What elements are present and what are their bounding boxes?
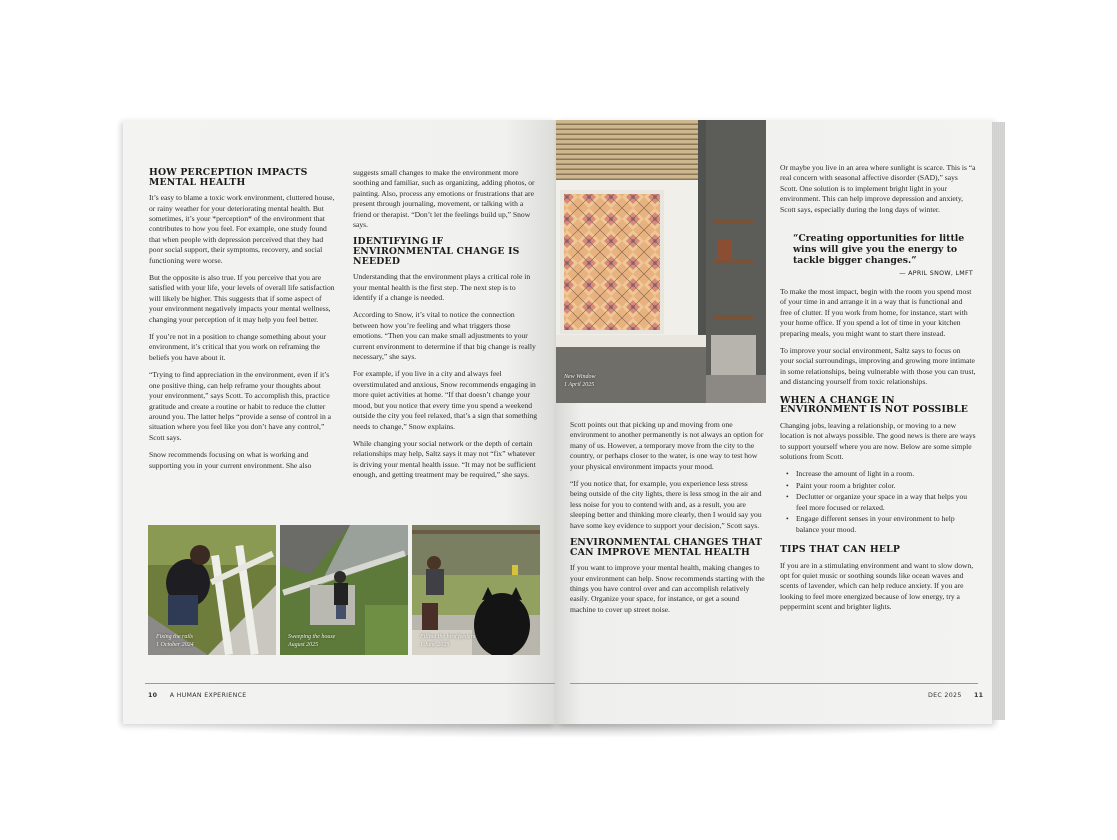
photo-fixing-rails	[148, 525, 276, 655]
paragraph: If you want to improve your mental health, making changes to your environment can help. Snow recommends starting with the things you have control over and can accomplish relatively easily. Organize your space, for instance, or get a sound machine to cover up street noise.	[570, 563, 765, 614]
paragraph: While changing your social network or the depth of certain relationships may help, Saltz says it may not “fix” whatever is driving your mental health issue. “It may not be sufficient enough, and getting treatment may be required,” she says.	[353, 438, 536, 480]
paragraph: If you’re not in a position to change something about your environment, it’s critical that you work on reframing the beliefs you have about it.	[149, 332, 327, 362]
right-footer	[928, 692, 983, 699]
pull-quote	[793, 233, 973, 277]
list-item: • Engage different senses in your environment to help balance your mood.	[786, 514, 976, 535]
left-footer	[148, 692, 247, 699]
section-heading: TIPS THAT CAN HELP	[780, 543, 901, 555]
section-heading: HOW PERCEPTION IMPACTS MENTAL HEALTH	[149, 167, 308, 188]
publication-title: A HUMAN EXPERIENCE	[169, 692, 247, 699]
paragraph: “Trying to find appreciation in the environment, even if it’s one positive thing, can help reframe your thoughts about your environment,” says Scott. To accomplish this, practice gratitude and create a routine or habit to reduce the clutter around you. The latter helps “provide a sense of control in a situation where you feel like you don’t have any control,” Scott says.	[149, 370, 332, 442]
paragraph: Changing jobs, leaving a relationship, or moving to a new location is not always possible. The good news is there are ways to support yourself where you are now. Below are some simple solutions from Scott.	[780, 420, 976, 462]
paragraph: It’s easy to blame a toxic work environment, cluttered house, or rainy weather for your deteriorating mental health. But sometimes, it’s your *perception* of the environment that contributes to how you feel. For example, one study found that when people with depression perceived that they had poor social support, their symptoms, recovery, and social functioning were worse.	[149, 193, 335, 265]
photo-image	[556, 120, 766, 403]
right-column-1	[570, 420, 766, 622]
photo-caption: Filling the bird feeders 1 June 2025	[420, 634, 476, 648]
photo-caption: New Window 1 April 2025	[564, 374, 596, 388]
paragraph: Scott points out that picking up and moving from one environment to another permanently is not always an option for many of us. However, a temporary move from the city to the country, or perhaps closer to the water, is one way to test how your physical environment impacts your mood.	[570, 420, 764, 471]
page-number: 10	[148, 692, 158, 699]
page-number: 11	[973, 692, 984, 699]
photo-caption: Sweeping the house August 2025	[288, 634, 336, 648]
right-column-2	[780, 163, 976, 222]
paragraph: If you are in a stimulating environment and want to slow down, opt for quiet music or soothing sounds like ocean waves and scents of lavender, which can help reduce anxiety. If you are looking to feel more energized because of low energy, try a peppermint scent and brighter lights.	[780, 560, 974, 612]
footer-rule	[145, 683, 555, 684]
photo-caption: Fixing the rails 1 October 2024	[156, 634, 194, 648]
list-item: • Declutter or organize your space in a way that helps you feel more focused or relaxed.	[786, 492, 976, 513]
left-column-1	[149, 168, 335, 478]
section-heading: IDENTIFYING IF ENVIRONMENTAL CHANGE IS NEEDED	[353, 236, 520, 267]
paragraph: “If you notice that, for example, you experience less stress being outside of the city lights, there is less smog in the air and less noise for you to contend with and, as a result, you are sleeping better and thinking more clearly, then I would say you have some key evidence to support your decision,” Scott says.	[570, 479, 762, 530]
paragraph: Or maybe you live in an area where sunlight is scarce. This is “a real concern with seasonal affective disorder (SAD),” says Scott. One solution is to implement bright light in your environment. This can help improve depression and anxiety, Scott says, especially during the long days of winter.	[780, 163, 976, 214]
issue-date: DEC 2025	[928, 692, 962, 699]
paragraph: To improve your social environment, Saltz says to focus on your social surroundings, improving and growing more intimate in some relationships, being vulnerable with those you can trust, and distancing yourself from toxic relationships.	[780, 346, 976, 387]
paragraph: For example, if you live in a city and always feel overstimulated and anxious, Snow recommends engaging in more quiet activities at home. “If that doesn’t change your mood, but you notice that every time you spend a weekend outside the city you feel relaxed, that’s a sign that something needs to change,” Snow explains.	[353, 369, 538, 431]
paragraph: Understanding that the environment plays a critical role in your mental health is the first step. The next step is to identify if a change is needed.	[353, 272, 531, 303]
paragraph: Snow recommends focusing on what is working and supporting you in your current environment. She also	[149, 450, 312, 470]
page-edge	[992, 122, 1005, 720]
list-item: • Increase the amount of light in a room.	[786, 469, 976, 479]
paragraph: suggests small changes to make the environment more soothing and familiar, such as organizing, adding photos, or painting. Also, process any emotions or frustrations that are present through journaling, movement, or talking with a friend or therapist. “Don’t let the feelings build up,” Snow says.	[353, 168, 535, 230]
photo-bird-feeders	[412, 525, 540, 655]
left-column-2	[353, 168, 541, 488]
quote-attribution: — APRIL SNOW, LMFT	[899, 270, 973, 277]
section-heading: WHEN A CHANGE IN ENVIRONMENT IS NOT POSSIBLE	[780, 394, 969, 416]
quote-text: “Creating opportunities for little wins will give you the energy to tackle bigger changes.”	[793, 233, 965, 266]
footer-rule	[570, 683, 978, 684]
photo-sweeping-house	[280, 525, 408, 655]
section-heading: ENVIRONMENTAL CHANGES THAT CAN IMPROVE MENTAL HEALTH	[570, 537, 763, 558]
right-column-2-lower	[780, 287, 976, 620]
paragraph: To make the most impact, begin with the room you spend most of your time in and arrange it in a way that is functional and free of clutter. If you work from home, for instance, start with your home office. If you spend a lot of time in your kitchen preparing meals, you might want to start there instead.	[780, 287, 972, 338]
photo-new-window	[556, 120, 766, 403]
paragraph: But the opposite is also true. If you perceive that you are satisfied with your life, your levels of overall life satisfaction will likely be higher. This suggests that if some aspect of your environment negatively impacts your mental wellness, changing your perception of it may help you feel better.	[149, 273, 335, 324]
list-item: • Paint your room a brighter color.	[786, 481, 976, 491]
paragraph: According to Snow, it’s vital to notice the connection between how you’re feeling and what triggers those emotions. “Then you can make small adjustments to your current environment to determine if that big change is really necessary,” she says.	[353, 310, 536, 362]
tips-list	[786, 469, 976, 534]
